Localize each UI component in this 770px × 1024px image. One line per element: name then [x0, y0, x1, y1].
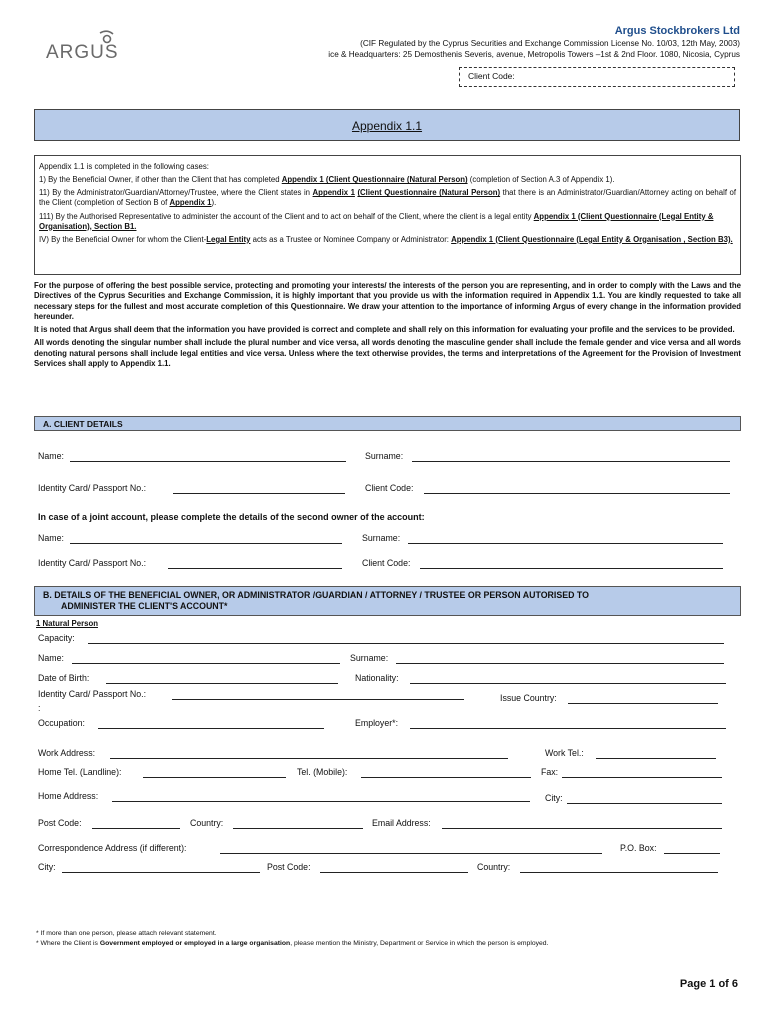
id-card-colon: : — [38, 703, 41, 713]
text: IV) By the Beneficial Owner for whom the Client- — [39, 234, 207, 244]
city2-field[interactable] — [62, 872, 260, 873]
appendix-banner — [34, 109, 740, 141]
occupation-field[interactable] — [98, 728, 324, 729]
text-bold: Government employed or employed in a large organisation — [99, 940, 291, 947]
city2-label: City: — [38, 862, 56, 872]
occupation-label: Occupation: — [38, 718, 85, 728]
client-code2-field[interactable] — [420, 568, 723, 569]
regulation-line: (CIF Regulated by the Cyprus Securities and Exchange Commission License No. 10/03, 12th May, 2003) — [360, 39, 740, 48]
client-code-label: Client Code: — [468, 71, 515, 81]
appendix-link: Appendix 1 — [312, 188, 355, 198]
footnote-multiple-persons: * If more than one person, please attach relevant statement. — [36, 930, 217, 937]
issue-country-field[interactable] — [568, 703, 718, 704]
home-address-label: Home Address: — [38, 791, 99, 801]
headquarters-line: ice & Headquarters: 25 Demosthenis Severis, avenue, Metropolis Towers –1st & 2nd Floor. 1080, Nicosia, Cyprus — [328, 50, 740, 59]
id-card-label: Identity Card/ Passport No.: — [38, 689, 147, 699]
id-card2-field[interactable] — [168, 568, 342, 569]
mobile-field[interactable] — [361, 777, 531, 778]
text: , please mention the Ministry, Department or Service in which the person is employed. — [290, 940, 549, 947]
section-b-header — [34, 586, 741, 616]
client-code-label: Client Code: — [365, 483, 414, 493]
corr-address-field[interactable] — [220, 853, 602, 854]
fax-field[interactable] — [562, 777, 722, 778]
name-label: Name: — [38, 451, 64, 461]
argus-logo — [46, 30, 126, 64]
paragraph-purpose: For the purpose of offering the best possible service, protecting and promoting your interests/ the interests of the person you are representing, and in order to comply with the Laws and the Directives of the Cyprus Securities and Exchange Commission, it is highly important that you provide us with the information required in Appendix 1.1. You are kindly requested to take all necessary steps for the fullest and most accurate completion of this Questionnaire. We draw your attention to the importance of informing Argus of every change in the information provided hereunder. — [34, 281, 741, 321]
intro-line — [39, 162, 736, 172]
appendix-link: (Client Questionnaire (Natural Person) — [357, 188, 501, 198]
surname2-label: Surname: — [362, 533, 401, 543]
client-code2-label: Client Code: — [362, 558, 411, 568]
id-card-label: Identity Card/ Passport No.: — [38, 483, 147, 493]
name-label: Name: — [38, 653, 64, 663]
section-a-title: A. CLIENT DETAILS — [43, 419, 123, 429]
intro-case-3 — [39, 212, 736, 232]
email-field[interactable] — [442, 828, 722, 829]
joint-account-heading: In case of a joint account, please complete the details of the second owner of the account: — [38, 512, 425, 522]
page-number: Page 1 of 6 — [679, 978, 738, 990]
intro-heading: Appendix 1.1 is completed in the following cases: — [39, 162, 209, 171]
capacity-field[interactable] — [88, 643, 724, 644]
footnote-employment — [36, 940, 548, 947]
employer-label: Employer*: — [355, 718, 399, 728]
instructions-text — [34, 281, 741, 372]
section-a-header — [34, 416, 741, 431]
surname-label: Surname: — [365, 451, 404, 461]
client-code-field[interactable] — [459, 67, 735, 87]
corr-address-label: Correspondence Address (if different): — [38, 843, 187, 853]
text: 1) By the Beneficial Owner, if other than the Client that has completed — [39, 175, 282, 185]
name-field[interactable] — [72, 663, 340, 664]
surname2-field[interactable] — [408, 543, 723, 544]
name2-field[interactable] — [70, 543, 342, 544]
intro-case-1 — [39, 175, 736, 185]
logo-text: ARGUS — [46, 42, 119, 63]
nationality-label: Nationality: — [355, 673, 399, 683]
natural-person-heading: 1 Natural Person — [36, 619, 98, 628]
appendix-link: Appendix 1 (Client Questionnaire (Legal Entity & Organisation), Section B1. — [39, 211, 714, 231]
country2-field[interactable] — [520, 872, 718, 873]
company-name: Argus Stockbrokers Ltd — [614, 25, 740, 37]
issue-country-label: Issue Country: — [500, 693, 557, 703]
client-code-input[interactable] — [424, 493, 730, 494]
intro-case-2 — [39, 188, 736, 208]
email-label: Email Address: — [372, 818, 431, 828]
work-address-field[interactable] — [110, 758, 508, 759]
text: ). — [211, 198, 217, 208]
text: (completion of Section A.3 of Appendix 1). — [467, 175, 615, 185]
city-label: City: — [545, 793, 563, 803]
city-field[interactable] — [567, 803, 722, 804]
text: that there is an Administrator/Guardian/Attorney acting on behalf of the Client (completion of Section B of — [39, 188, 736, 208]
intro-case-4 — [39, 235, 736, 245]
work-address-label: Work Address: — [38, 748, 96, 758]
text: * Where the Client is — [36, 940, 100, 947]
appendix-link: Appendix 1 — [169, 198, 212, 208]
name2-label: Name: — [38, 533, 64, 543]
post-code-label: Post Code: — [38, 818, 82, 828]
appendix-title: Appendix 1.1 — [351, 119, 423, 133]
home-tel-field[interactable] — [143, 777, 286, 778]
capacity-label: Capacity: — [38, 633, 75, 643]
work-tel-label: Work Tel.: — [545, 748, 584, 758]
section-b-title-line2: ADMINISTER THE CLIENT'S ACCOUNT* — [61, 601, 228, 612]
nationality-field[interactable] — [410, 683, 726, 684]
country-label: Country: — [190, 818, 224, 828]
name-field[interactable] — [70, 461, 346, 462]
country2-label: Country: — [477, 862, 511, 872]
dob-label: Date of Birth: — [38, 673, 90, 683]
id-card-field[interactable] — [173, 493, 345, 494]
text: acts as a Trustee or Nominee Company or Administrator: — [250, 234, 452, 244]
id-card2-label: Identity Card/ Passport No.: — [38, 558, 147, 568]
legal-entity-link: Legal Entity — [206, 234, 251, 244]
work-tel-field[interactable] — [596, 758, 716, 759]
home-address-field[interactable] — [112, 801, 530, 802]
intro-box — [34, 155, 741, 275]
post-code-field[interactable] — [92, 828, 180, 829]
employer-field[interactable] — [410, 728, 726, 729]
dob-field[interactable] — [106, 683, 338, 684]
section-b-title-line1: B. DETAILS OF THE BENEFICIAL OWNER, OR ADMINISTRATOR /GUARDIAN / ATTORNEY / TRUSTEE OR PERSON AUTORISED TO — [43, 590, 589, 600]
fax-label: Fax: — [541, 767, 559, 777]
po-box-label: P.O. Box: — [620, 843, 657, 853]
id-card-field[interactable] — [172, 699, 464, 700]
post-code2-field[interactable] — [320, 872, 468, 873]
country-field[interactable] — [233, 828, 363, 829]
text: 111) By the Authorised Representative to administer the account of the Client and to act on behalf of the Client, where the client is a legal entity — [39, 211, 534, 221]
mobile-label: Tel. (Mobile): — [297, 767, 348, 777]
paragraph-note: It is noted that Argus shall deem that the information you have provided is correct and complete and shall rely on this information for evaluating your profile and the services to be provided. — [34, 325, 735, 335]
appendix-link: Appendix 1 (Client Questionnaire (Legal Entity & Organisation , Section B3). — [451, 234, 733, 244]
po-box-field[interactable] — [664, 853, 720, 854]
surname-label: Surname: — [350, 653, 389, 663]
post-code2-label: Post Code: — [267, 862, 311, 872]
home-tel-label: Home Tel. (Landline): — [38, 767, 122, 777]
surname-field[interactable] — [412, 461, 730, 462]
surname-field[interactable] — [396, 663, 724, 664]
paragraph-definitions: All words denoting the singular number shall include the plural number and vice versa, all words denoting the masculine gender shall include the female gender and vice versa and all words denoting natural persons shall include legal entities and vice versa. Unless where the text otherwise provides, the terms and interpretations of the Agreement for the Provision of Investment Services shall apply to Appendix 1.1. — [34, 338, 741, 368]
appendix-link: Appendix 1 (Client Questionnaire (Natural Person) — [281, 175, 468, 185]
text: 11) By the Administrator/Guardian/Attorney/Trustee, where the Client states in — [39, 188, 313, 198]
